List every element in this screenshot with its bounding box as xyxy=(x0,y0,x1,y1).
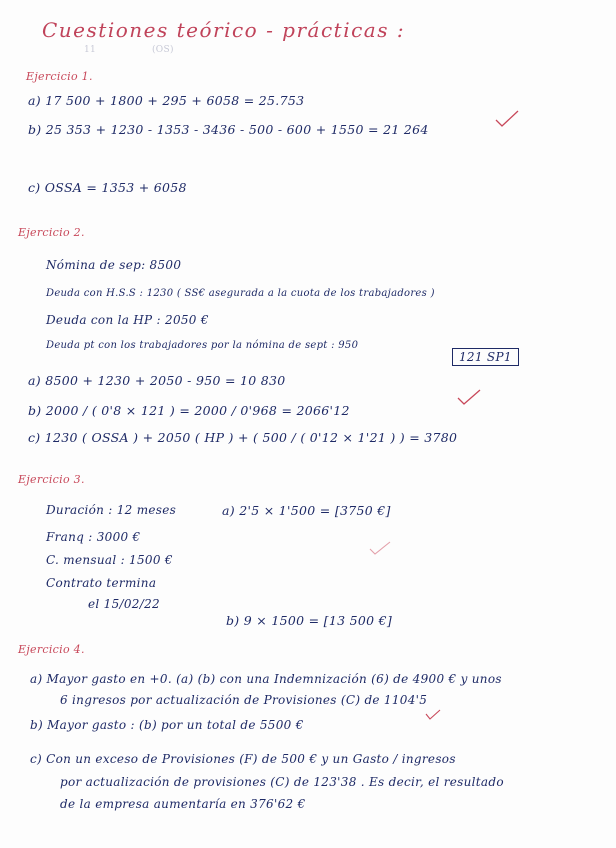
ejercicio-3-line-1: Duración : 12 meses xyxy=(46,503,177,517)
checkmark-icon xyxy=(368,540,392,558)
ejercicio-3-line-5: el 15/02/22 xyxy=(88,597,160,611)
ejercicio-4-answer-b: b) Mayor gasto : (b) por un total de 5500 € xyxy=(30,718,304,732)
ejercicio-4-answer-c-line-1: c) Con un exceso de Provisiones (F) de 500 € y un Gasto / ingresos xyxy=(30,752,456,766)
ejercicio-4-answer-a-line-2: 6 ingresos por actualización de Provisiones (C) de 1104'5 xyxy=(60,693,428,707)
checkmark-icon xyxy=(494,108,520,130)
ejercicio-3-answer-b: b) 9 × 1500 = [13 500 €] xyxy=(226,613,393,628)
ejercicio-4-answer-c-line-3: de la empresa aumentaría en 376'62 € xyxy=(60,797,306,811)
ejercicio-2-line-1: Nómina de sep: 8500 xyxy=(46,258,182,272)
ejercicio-1-answer-c: c) OSSA = 1353 + 6058 xyxy=(28,180,187,195)
ejercicio-3-answer-a: a) 2'5 × 1'500 = [3750 €] xyxy=(222,503,391,518)
ejercicio-4-answer-a-line-1: a) Mayor gasto en +0. (a) (b) con una Indemnización (6) de 4900 € y unos xyxy=(30,672,502,686)
ejercicio-1-answer-a: a) 17 500 + 1800 + 295 + 6058 = 25.753 xyxy=(28,93,305,108)
ejercicio-3-line-3: C. mensual : 1500 € xyxy=(46,553,173,567)
page-title: Cuestiones teórico - prácticas : xyxy=(42,18,406,42)
ejercicio-2-line-4: Deuda pt con los trabajadores por la nómina de sept : 950 xyxy=(46,340,359,351)
ejercicio-1-answer-b: b) 25 353 + 1230 - 1353 - 3436 - 500 - 600 + 1550 = 21 264 xyxy=(28,122,429,137)
ejercicio-3-line-2: Franq : 3000 € xyxy=(46,530,141,544)
ejercicio-2-line-2: Deuda con H.S.S : 1230 ( SS€ asegurada a la cuota de los trabajadores ) xyxy=(46,288,435,299)
ejercicio-3-line-4: Contrato termina xyxy=(46,576,157,590)
checkmark-icon xyxy=(456,388,482,408)
ejercicio-2-answer-a: a) 8500 + 1230 + 2050 - 950 = 10 830 xyxy=(28,373,286,388)
ejercicio-2-answer-c: c) 1230 ( OSSA ) + 2050 ( HP ) + ( 500 / ( 0'12 × 1'21 ) ) = 3780 xyxy=(28,430,458,445)
faint-mark-2: (OS) xyxy=(152,45,174,55)
ejercicio-2-boxed-note: 121 SP1 xyxy=(452,348,519,366)
ejercicio-2-answer-b: b) 2000 / ( 0'8 × 121 ) = 2000 / 0'968 = 2066'12 xyxy=(28,403,350,418)
ejercicio-4-heading: Ejercicio 4. xyxy=(18,643,85,656)
faint-mark-1: 11 xyxy=(84,45,97,55)
checkmark-icon xyxy=(424,708,442,722)
ejercicio-4-answer-c-line-2: por actualización de provisiones (C) de 123'38 . Es decir, el resultado xyxy=(60,775,504,789)
ejercicio-2-line-3: Deuda con la HP : 2050 € xyxy=(46,313,209,327)
ejercicio-3-heading: Ejercicio 3. xyxy=(18,473,85,486)
ejercicio-2-heading: Ejercicio 2. xyxy=(18,226,85,239)
ejercicio-1-heading: Ejercicio 1. xyxy=(26,70,93,83)
